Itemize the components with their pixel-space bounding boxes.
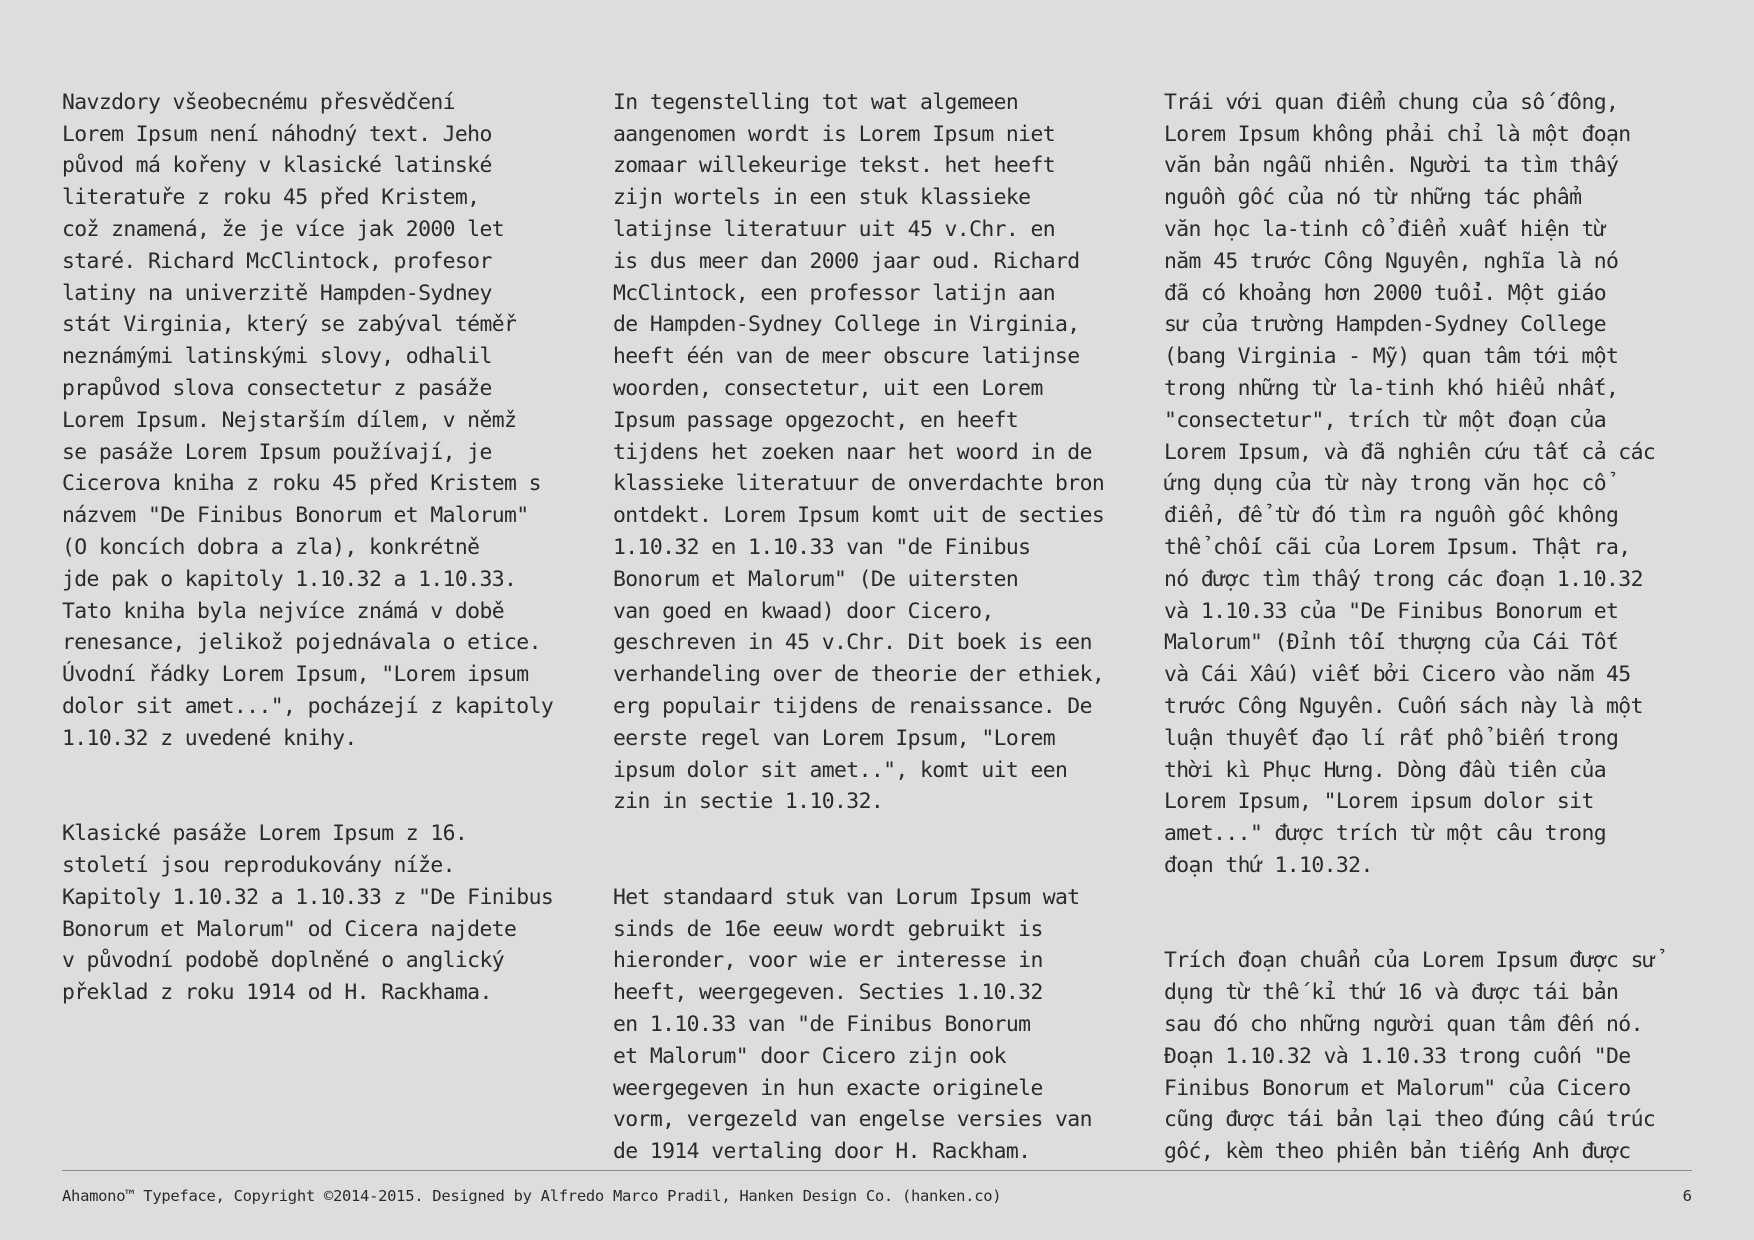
paragraph: Trích đoạn chuẩn của Lorem Ipsum được sử dụng từ thế kỉ thứ 16 và được tái bản sau đó cho những người quan tâm đến nó. Đoạn 1.10.32 và 1.10.33 trong cuốn "De Finibus Bonorum et Malorum" của Cicero cũng được tái bản lại theo đúng cấu trúc gốc, kèm theo phiên bản tiếng Anh được [1164,948,1656,1165]
paragraph: Navzdory všeobecnému přesvědčení Lorem Ipsum není náhodný text. Jeho původ má kořeny v klasické latinské literatuře z roku 45 před Kristem, což znamená, že je více jak 2000 let staré. Richard McClintock, profesor latiny na univerzitě Hampden-Sydney stát Virginia, který se zabýval téměř neznámými latinskými slovy, odhalil prapůvod slova consectetur z pasáže Lorem Ipsum. Nejstarším dílem, v němž se pasáže Lorem Ipsum používají, je Cicerova kniha z roku 45 před Kristem s názvem "De Finibus Bonorum et Malorum" (O koncích dobra a zla), konkrétně jde pak o kapitoly 1.10.32 a 1.10.33. Tato kniha byla nejvíce známá v době renesance, jelikož pojednávala o etice. Úvodní řádky Lorem Ipsum, "Lorem ipsum dolor sit amet...", pocházejí z kapitoly 1.10.32 z uvedené knihy. [62,89,554,751]
paragraph: Het standaard stuk van Lorum Ipsum wat sinds de 16e eeuw wordt gebruikt is hieronder, voor wie er interesse in heeft, weergegeven. Secties 1.10.32 en 1.10.33 van "de Finibus Bonorum et Malorum" door Cicero zijn ook weergegeven in hun exacte originele vorm, vergezeld van engelse versies van de 1914 vertaling door H. Rackham. [613,884,1092,1165]
column-dutch [613,55,1143,1231]
column-czech [62,55,592,1073]
paragraph: Trái với quan điểm chung của số đông, Lorem Ipsum không phải chỉ là một đoạn văn bản ngẫu nhiên. Người ta tìm thấy nguồn gốc của nó từ những tác phẩm văn học la-tinh cổ điển xuất hiện từ năm 45 trước Công Nguyên, nghĩa là nó đã có khoảng hơn 2000 tuổi. Một giáo sư của trường Hampden-Sydney College (bang Virginia - Mỹ) quan tâm tới một trong những từ la-tinh khó hiểu nhất, "consectetur", trích từ một đoạn của Lorem Ipsum, và đã nghiên cứu tất cả các ứng dụng của từ này trong văn học cổ điển, để từ đó tìm ra nguồn gốc không thể chối cãi của Lorem Ipsum. Thật ra, nó được tìm thấy trong các đoạn 1.10.32 và 1.10.33 của "De Finibus Bonorum et Malorum" (Đỉnh tối thượng của Cái Tốt và Cái Xấu) viết bởi Cicero vào năm 45 trước Công Nguyên. Cuốn sách này là một luận thuyết đạo lí rất phổ biến trong thời kì Phục Hưng. Dòng đầu tiên của Lorem Ipsum, "Lorem ipsum dolor sit amet..." được trích từ một câu trong đoạn thứ 1.10.32. [1164,89,1656,878]
paragraph: In tegenstelling tot wat algemeen aangenomen wordt is Lorem Ipsum niet zomaar willekeurige tekst. het heeft zijn wortels in een stuk klassieke latijnse literatuur uit 45 v.Chr. en is dus meer dan 2000 jaar oud. Richard McClintock, een professor latijn aan de Hampden-Sydney College in Virginia, heeft één van de meer obscure latijnse woorden, consectetur, uit een Lorem Ipsum passage opgezocht, en heeft tijdens het zoeken naar het woord in de klassieke literatuur de onverdachte bron ontdekt. Lorem Ipsum komt uit de secties 1.10.32 en 1.10.33 van "de Finibus Bonorum et Malorum" (De uitersten van goed en kwaad) door Cicero, geschreven in 45 v.Chr. Dit boek is een verhandeling over de theorie der ethiek, erg populair tijdens de renaissance. De eerste regel van Lorem Ipsum, "Lorem ipsum dolor sit amet..", komt uit een zin in sectie 1.10.32. [613,89,1105,815]
footer-divider [62,1170,1692,1171]
text-columns [62,55,1692,1165]
footer-credit: Ahamono™ Typeface, Copyright ©2014-2015. Designed by Alfredo Marco Pradil, Hanken Design Co. (hanken.co) [62,1187,1002,1205]
page-number: 6 [1682,1187,1692,1205]
paragraph: Klasické pasáže Lorem Ipsum z 16. století jsou reprodukovány níže. Kapitoly 1.10.32 a 1.10.33 z "De Finibus Bonorum et Malorum" od Cicera najdete v původní podobě doplněné o anglický překlad z roku 1914 od H. Rackhama. [62,821,554,1006]
column-vietnamese [1164,55,1694,1231]
